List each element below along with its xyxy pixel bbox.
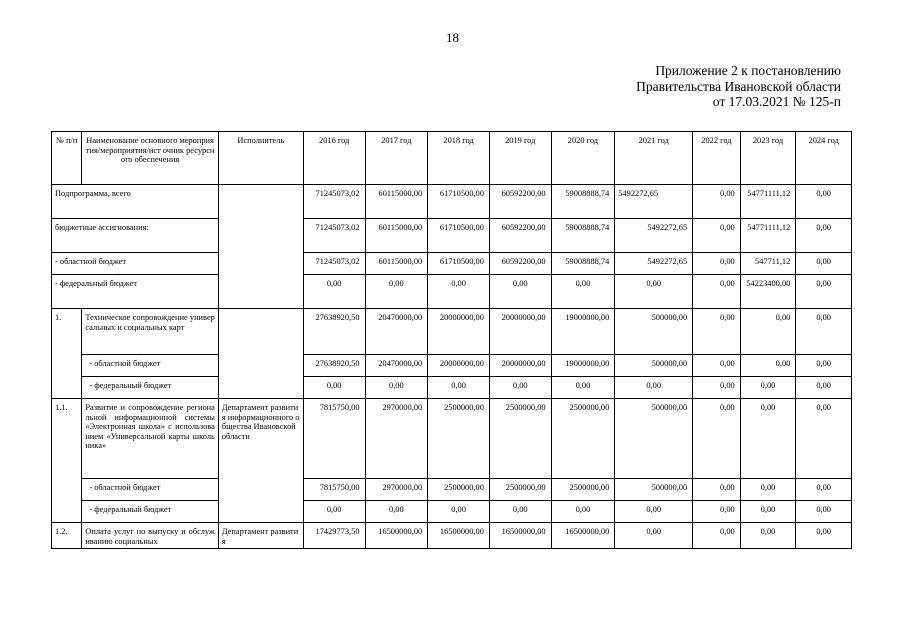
cell-value: 16500000,00 [428, 523, 490, 549]
cell-value: 60115000,00 [365, 185, 428, 219]
cell-value: 20000000,00 [428, 355, 490, 377]
cell-value: 2500000,00 [551, 399, 615, 479]
cell-value: 0,00 [365, 377, 428, 399]
appendix-header [636, 63, 841, 110]
cell-value: 0,00 [693, 219, 741, 253]
cell-value: 0,00 [489, 501, 551, 523]
header-name: Наименование основного мероприятия/мероприятия/ист очник ресурсного обеспечения [82, 132, 219, 185]
cell-value: 0,00 [489, 377, 551, 399]
table-row [52, 479, 852, 501]
cell-value: 20000000,00 [428, 309, 490, 355]
cell-value: 2500000,00 [489, 399, 551, 479]
header-year: 2018 год [428, 132, 490, 185]
header-year: 2021 год [615, 132, 693, 185]
cell-value: 0,00 [551, 377, 615, 399]
cell-value: 500000,00 [615, 479, 693, 501]
cell-value: 0,00 [303, 377, 365, 399]
cell-value: 16500000,00 [365, 523, 428, 549]
cell-value: 0,00 [796, 309, 852, 355]
cell-value: 0,00 [615, 377, 693, 399]
cell-value: 60115000,00 [365, 253, 428, 275]
cell-value: 71245073,02 [303, 219, 365, 253]
appendix-line-1: Приложение 2 к постановлению [655, 63, 841, 78]
cell-value: 0,00 [740, 355, 796, 377]
cell-value: 0,00 [796, 501, 852, 523]
cell-value: 0,00 [693, 377, 741, 399]
cell-value: 27638920,50 [303, 309, 365, 355]
cell-value: 547711,12 [740, 253, 796, 275]
cell-value: 0,00 [740, 399, 796, 479]
cell-value: 0,00 [740, 309, 796, 355]
table-header-row [52, 132, 852, 185]
cell-value: 2970000,00 [365, 399, 428, 479]
row-name: Оплата услуг по выпуску и обслуживанию социальных [82, 523, 219, 549]
row-executor: Департамент развития [218, 523, 303, 549]
row-name: Развитие и сопровождение региональной информационной системы «Электронная школа» с использованием «Универсальной карты школьника» [82, 399, 219, 479]
cell-value: 0,00 [303, 501, 365, 523]
row-name: Техническое сопровождение универсальных и социальных карт [82, 309, 219, 355]
cell-value: 54771111,12 [740, 219, 796, 253]
table-row [52, 377, 852, 399]
cell-value: 19000000,00 [551, 309, 615, 355]
header-year: 2016 год [303, 132, 365, 185]
row-name: - областной бюджет [82, 479, 219, 501]
row-name: Подпрограмма, всего [52, 185, 219, 219]
cell-value: 20470000,00 [365, 309, 428, 355]
cell-value: 500000,00 [615, 309, 693, 355]
appendix-line-3: от 17.03.2021 № 125-п [712, 94, 841, 109]
table-row [52, 253, 852, 275]
table-row [52, 309, 852, 355]
header-year: 2022 год [693, 132, 741, 185]
cell-value: 0,00 [796, 275, 852, 309]
cell-value: 17429773,50 [303, 523, 365, 549]
cell-value: 7815750,00 [303, 479, 365, 501]
table-row [52, 399, 852, 479]
header-executor: Исполнитель [218, 132, 303, 185]
row-num: 1. [52, 309, 82, 399]
cell-value: 5492272,65 [615, 253, 693, 275]
table-row [52, 523, 852, 549]
cell-value: 20000000,00 [489, 309, 551, 355]
cell-value: 20000000,00 [489, 355, 551, 377]
cell-value: 5492272,65 [615, 185, 693, 219]
cell-value: 0,00 [428, 377, 490, 399]
cell-value: 0,00 [693, 253, 741, 275]
cell-value: 0,00 [693, 399, 741, 479]
cell-value: 0,00 [796, 185, 852, 219]
cell-value: 61710500,00 [428, 219, 490, 253]
cell-value: 54223400,00 [740, 275, 796, 309]
cell-value: 60592200,00 [489, 253, 551, 275]
cell-value: 5492272,65 [615, 219, 693, 253]
cell-value: 60592200,00 [489, 219, 551, 253]
cell-value: 0,00 [615, 275, 693, 309]
cell-value: 59008888,74 [551, 253, 615, 275]
cell-value: 0,00 [796, 377, 852, 399]
table-row [52, 501, 852, 523]
cell-value: 0,00 [615, 501, 693, 523]
cell-value: 16500000,00 [551, 523, 615, 549]
header-num: № п/п [52, 132, 82, 185]
row-executor: Департамент развития информационного общества Ивановской области [218, 399, 303, 523]
cell-value: 54771111,12 [740, 185, 796, 219]
header-year: 2024 год [796, 132, 852, 185]
cell-value: 0,00 [365, 275, 428, 309]
cell-value: 19000000,00 [551, 355, 615, 377]
table-row [52, 219, 852, 253]
cell-value: 2500000,00 [428, 479, 490, 501]
header-year: 2023 год [740, 132, 796, 185]
cell-value: 61710500,00 [428, 253, 490, 275]
cell-value: 60592200,00 [489, 185, 551, 219]
cell-value: 500000,00 [615, 399, 693, 479]
cell-value: 0,00 [796, 219, 852, 253]
table-row [52, 275, 852, 309]
page-number: 18 [446, 30, 459, 45]
cell-value: 0,00 [693, 523, 741, 549]
row-num: 1.1. [52, 399, 82, 523]
row-executor [218, 185, 303, 309]
row-executor [218, 309, 303, 399]
header-year: 2020 год [551, 132, 615, 185]
cell-value: 16500000,00 [489, 523, 551, 549]
cell-value: 0,00 [428, 275, 490, 309]
table-row [52, 185, 852, 219]
cell-value: 0,00 [740, 479, 796, 501]
cell-value: 500000,00 [615, 355, 693, 377]
header-year: 2019 год [489, 132, 551, 185]
cell-value: 0,00 [365, 501, 428, 523]
cell-value: 20470000,00 [365, 355, 428, 377]
row-name: - федеральный бюджет [82, 501, 219, 523]
cell-value: 0,00 [740, 501, 796, 523]
cell-value: 0,00 [796, 399, 852, 479]
row-name: - федеральный бюджет [82, 377, 219, 399]
cell-value: 60115000,00 [365, 219, 428, 253]
cell-value: 7815750,00 [303, 399, 365, 479]
cell-value: 0,00 [303, 275, 365, 309]
row-name: - федеральный бюджет [52, 275, 219, 309]
cell-value: 0,00 [796, 523, 852, 549]
cell-value: 59008888,74 [551, 185, 615, 219]
budget-table [51, 131, 852, 549]
cell-value: 0,00 [693, 185, 741, 219]
cell-value: 0,00 [796, 355, 852, 377]
cell-value: 27638920,50 [303, 355, 365, 377]
row-name: - областной бюджет [82, 355, 219, 377]
cell-value: 0,00 [693, 309, 741, 355]
cell-value: 0,00 [693, 355, 741, 377]
cell-value: 59008888,74 [551, 219, 615, 253]
cell-value: 0,00 [740, 523, 796, 549]
row-name: - областной бюджет [52, 253, 219, 275]
header-year: 2017 год [365, 132, 428, 185]
appendix-line-2: Правительства Ивановской области [636, 78, 841, 94]
cell-value: 0,00 [693, 275, 741, 309]
cell-value: 0,00 [428, 501, 490, 523]
cell-value: 71245073,02 [303, 253, 365, 275]
cell-value: 2500000,00 [428, 399, 490, 479]
cell-value: 0,00 [693, 479, 741, 501]
table-row [52, 355, 852, 377]
cell-value: 0,00 [740, 377, 796, 399]
cell-value: 0,00 [796, 253, 852, 275]
row-name: бюджетные ассигнования: [52, 219, 219, 253]
cell-value: 71245073,02 [303, 185, 365, 219]
cell-value: 0,00 [615, 523, 693, 549]
row-num: 1.2. [52, 523, 82, 549]
cell-value: 2970000,00 [365, 479, 428, 501]
cell-value: 0,00 [796, 479, 852, 501]
cell-value: 2500000,00 [551, 479, 615, 501]
cell-value: 0,00 [693, 501, 741, 523]
cell-value: 0,00 [551, 275, 615, 309]
cell-value: 2500000,00 [489, 479, 551, 501]
cell-value: 0,00 [551, 501, 615, 523]
cell-value: 61710500,00 [428, 185, 490, 219]
cell-value: 0,00 [489, 275, 551, 309]
